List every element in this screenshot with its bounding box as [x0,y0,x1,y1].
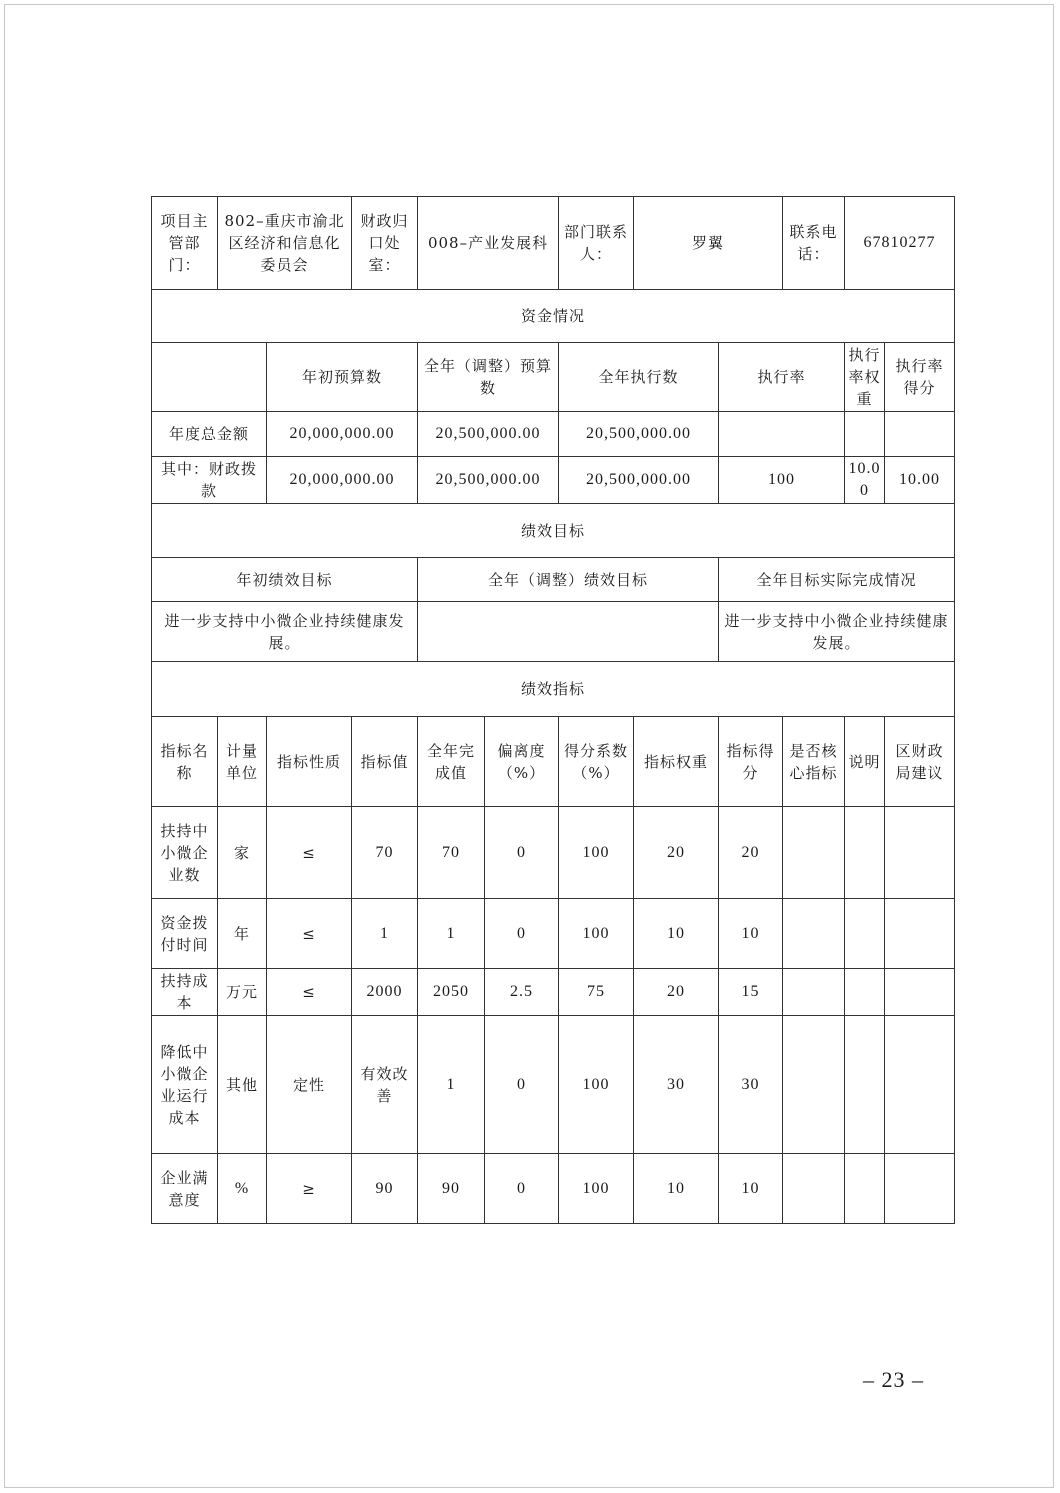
ind-cell-unit: 其他 [218,1016,267,1154]
funds-row-fiscal [152,457,955,504]
goals-header-adjusted: 全年（调整）绩效目标 [418,558,719,602]
ind-cell-weight: 20 [634,969,719,1016]
ind-cell-weight: 30 [634,1016,719,1154]
indicator-row [152,1154,955,1224]
goals-adjusted-text [418,602,719,662]
indicator-row [152,807,955,899]
funds-header-row [152,343,955,412]
ind-cell-score: 30 [719,1016,783,1154]
funds-cell-adjusted: 20,500,000.00 [418,457,559,504]
ind-cell-coefficient: 100 [559,899,634,969]
indicator-row [152,1016,955,1154]
goals-header-initial: 年初绩效目标 [152,558,418,602]
ind-cell-completed: 90 [418,1154,485,1224]
indicator-row [152,969,955,1016]
ind-cell-nature: ≤ [267,807,352,899]
ind-cell-suggestion [885,899,955,969]
ind-cell-deviation: 0 [485,807,559,899]
ind-header-core: 是否核心指标 [783,717,845,807]
ind-cell-note [845,899,885,969]
ind-cell-name: 资金拨付时间 [152,899,218,969]
ind-header-weight: 指标权重 [634,717,719,807]
indicators-title-row [152,662,955,717]
funds-cell-initial: 20,000,000.00 [267,457,418,504]
document-page [4,4,1054,1488]
ind-cell-coefficient: 100 [559,1016,634,1154]
ind-header-score: 指标得分 [719,717,783,807]
funds-cell-weight: 10.00 [845,457,885,504]
ind-cell-coefficient: 75 [559,969,634,1016]
header-info-row [152,197,955,290]
ind-cell-completed: 2050 [418,969,485,1016]
ind-cell-unit: 年 [218,899,267,969]
ind-cell-core [783,899,845,969]
ind-header-name: 指标名称 [152,717,218,807]
ind-cell-target: 2000 [352,969,418,1016]
goals-initial-text: 进一步支持中小微企业持续健康发展。 [152,602,418,662]
contact-label: 部门联系人： [559,197,634,290]
ind-cell-weight: 10 [634,1154,719,1224]
ind-cell-name: 扶持中小微企业数 [152,807,218,899]
funds-cell-weight [845,412,885,457]
ind-cell-nature: ≥ [267,1154,352,1224]
performance-report-table [151,196,955,1224]
funds-row-total [152,412,955,457]
ind-header-unit: 计量单位 [218,717,267,807]
goals-header-actual: 全年目标实际完成情况 [719,558,955,602]
ind-cell-weight: 10 [634,899,719,969]
indicators-section-title: 绩效指标 [152,662,955,717]
funds-cell-adjusted: 20,500,000.00 [418,412,559,457]
funds-header-exec-rate: 执行率 [719,343,845,412]
funds-header-adjusted-budget: 全年（调整）预算数 [418,343,559,412]
goals-content-row [152,602,955,662]
ind-cell-weight: 20 [634,807,719,899]
ind-header-completed: 全年完成值 [418,717,485,807]
ind-cell-core [783,807,845,899]
phone-value: 67810277 [845,197,955,290]
goals-actual-text: 进一步支持中小微企业持续健康发展。 [719,602,955,662]
funds-header-blank [152,343,267,412]
ind-cell-suggestion [885,1016,955,1154]
ind-cell-suggestion [885,1154,955,1224]
ind-cell-deviation: 0 [485,1154,559,1224]
ind-cell-score: 20 [719,807,783,899]
ind-cell-deviation: 0 [485,899,559,969]
ind-cell-suggestion [885,807,955,899]
ind-header-target: 指标值 [352,717,418,807]
funds-cell-score [885,412,955,457]
funds-row-label: 年度总金额 [152,412,267,457]
ind-cell-unit: 家 [218,807,267,899]
ind-cell-name: 降低中小微企业运行成本 [152,1016,218,1154]
ind-cell-core [783,1016,845,1154]
ind-cell-note [845,1154,885,1224]
ind-header-suggestion: 区财政局建议 [885,717,955,807]
funds-section-title: 资金情况 [152,290,955,343]
ind-cell-name: 企业满意度 [152,1154,218,1224]
ind-cell-nature: 定性 [267,1016,352,1154]
ind-cell-nature: ≤ [267,969,352,1016]
funds-header-executed: 全年执行数 [559,343,719,412]
funds-cell-rate [719,412,845,457]
goals-title-row [152,504,955,558]
ind-header-nature: 指标性质 [267,717,352,807]
contact-value: 罗翼 [634,197,783,290]
ind-cell-target: 1 [352,899,418,969]
funds-row-label: 其中：财政拨款 [152,457,267,504]
ind-cell-deviation: 0 [485,1016,559,1154]
ind-cell-coefficient: 100 [559,807,634,899]
goals-section-title: 绩效目标 [152,504,955,558]
ind-cell-note [845,969,885,1016]
ind-header-coefficient: 得分系数（%） [559,717,634,807]
ind-cell-unit: 万元 [218,969,267,1016]
ind-cell-target: 有效改善 [352,1016,418,1154]
ind-header-note: 说明 [845,717,885,807]
ind-cell-core [783,1154,845,1224]
ind-cell-coefficient: 100 [559,1154,634,1224]
ind-cell-completed: 1 [418,899,485,969]
ind-header-deviation: 偏离度（%） [485,717,559,807]
phone-label: 联系电话： [783,197,845,290]
goals-header-row [152,558,955,602]
fin-value: 008–产业发展科 [418,197,559,290]
funds-header-rate-score: 执行率得分 [885,343,955,412]
funds-header-initial-budget: 年初预算数 [267,343,418,412]
ind-cell-target: 70 [352,807,418,899]
ind-cell-name: 扶持成本 [152,969,218,1016]
funds-title-row [152,290,955,343]
funds-cell-executed: 20,500,000.00 [559,412,719,457]
ind-cell-score: 10 [719,899,783,969]
funds-cell-score: 10.00 [885,457,955,504]
funds-header-rate-weight: 执行率权重 [845,343,885,412]
dept-label: 项目主管部门： [152,197,218,290]
ind-cell-completed: 1 [418,1016,485,1154]
funds-cell-executed: 20,500,000.00 [559,457,719,504]
ind-cell-deviation: 2.5 [485,969,559,1016]
ind-cell-score: 15 [719,969,783,1016]
ind-cell-target: 90 [352,1154,418,1224]
funds-cell-initial: 20,000,000.00 [267,412,418,457]
ind-cell-note [845,807,885,899]
ind-cell-core [783,969,845,1016]
ind-cell-completed: 70 [418,807,485,899]
indicators-header-row [152,717,955,807]
fin-label: 财政归口处室： [352,197,418,290]
dept-value: 802–重庆市渝北区经济和信息化委员会 [218,197,352,290]
ind-cell-score: 10 [719,1154,783,1224]
ind-cell-nature: ≤ [267,899,352,969]
indicator-row [152,899,955,969]
ind-cell-note [845,1016,885,1154]
ind-cell-suggestion [885,969,955,1016]
funds-cell-rate: 100 [719,457,845,504]
ind-cell-unit: % [218,1154,267,1224]
page-number: – 23 – [863,1367,924,1392]
